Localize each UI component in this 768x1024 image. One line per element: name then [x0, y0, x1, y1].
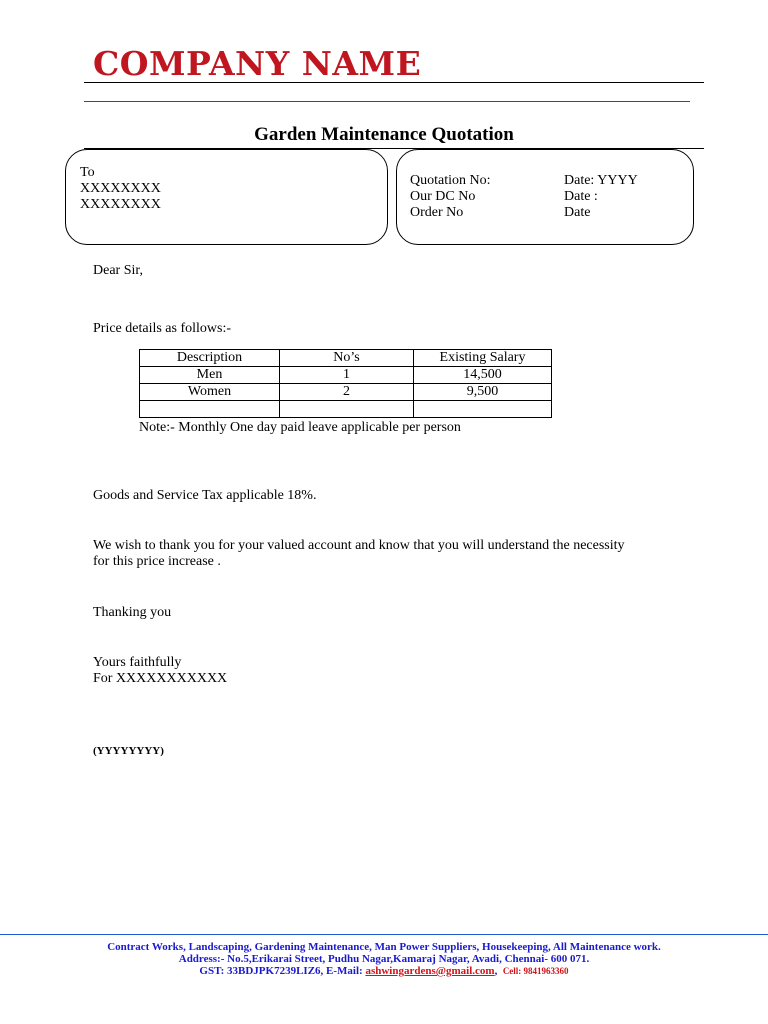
table-cell: Women [140, 384, 280, 401]
header-divider-black [84, 82, 704, 83]
recipient-line-1: XXXXXXXX [80, 181, 161, 196]
table-cell: 1 [280, 367, 414, 384]
table-cell: 9,500 [414, 384, 552, 401]
company-name: COMPANY NAME [93, 44, 422, 83]
quotation-no-label: Quotation No: [410, 173, 491, 188]
to-label: To [80, 165, 95, 180]
dc-date: Date : [564, 189, 598, 204]
thanking-you: Thanking you [93, 605, 172, 620]
price-intro: Price details as follows:- [93, 321, 232, 336]
table-header-row [140, 350, 552, 367]
header-description: Description [140, 350, 280, 367]
recipient-line-2: XXXXXXXX [80, 197, 161, 212]
footer-address: Address:- No.5,Erikarai Street, Pudhu Nagar,Kamaraj Nagar, Avadi, Chennai- 600 071. [178, 953, 590, 965]
table-note: Note:- Monthly One day paid leave applicable per person [139, 420, 461, 435]
header-divider-red [84, 101, 690, 102]
footer-comma: , [494, 965, 498, 977]
order-date: Date [564, 205, 591, 220]
thanks-paragraph-line-1: We wish to thank you for your valued account and know that you will understand the necessity [93, 538, 625, 553]
table-cell: 2 [280, 384, 414, 401]
price-table [139, 349, 552, 418]
quotation-date: Date: YYYY [564, 173, 638, 188]
table-cell: 14,500 [414, 367, 552, 384]
signature-name: (YYYYYYYY) [93, 745, 164, 757]
footer-divider [0, 934, 768, 935]
header-existing-salary: Existing Salary [414, 350, 552, 367]
footer-services: Contract Works, Landscaping, Gardening Maintenance, Man Power Suppliers, Housekeeping, All Maintenance work. [107, 941, 661, 953]
table-cell [414, 401, 552, 418]
table-row [140, 367, 552, 384]
closing: Yours faithfully [93, 655, 182, 670]
document-title: Garden Maintenance Quotation [254, 124, 514, 145]
header-nos: No’s [280, 350, 414, 367]
table-cell: Men [140, 367, 280, 384]
footer-cell: Cell: 9841963360 [502, 966, 569, 976]
footer-email-link[interactable]: ashwingardens@gmail.com [365, 965, 495, 977]
salutation: Dear Sir, [93, 263, 143, 278]
thanks-paragraph-line-2: for this price increase . [93, 554, 221, 569]
table-row [140, 384, 552, 401]
table-cell [280, 401, 414, 418]
gst-statement: Goods and Service Tax applicable 18%. [93, 488, 317, 503]
table-row [140, 401, 552, 418]
for-company: For XXXXXXXXXXX [93, 671, 228, 686]
footer-gst-email-label: GST: 33BDJPK7239LIZ6, E-Mail: [199, 965, 366, 977]
dc-no-label: Our DC No [410, 189, 476, 204]
table-cell [140, 401, 280, 418]
order-no-label: Order No [410, 205, 464, 220]
footer-contact [0, 965, 768, 977]
